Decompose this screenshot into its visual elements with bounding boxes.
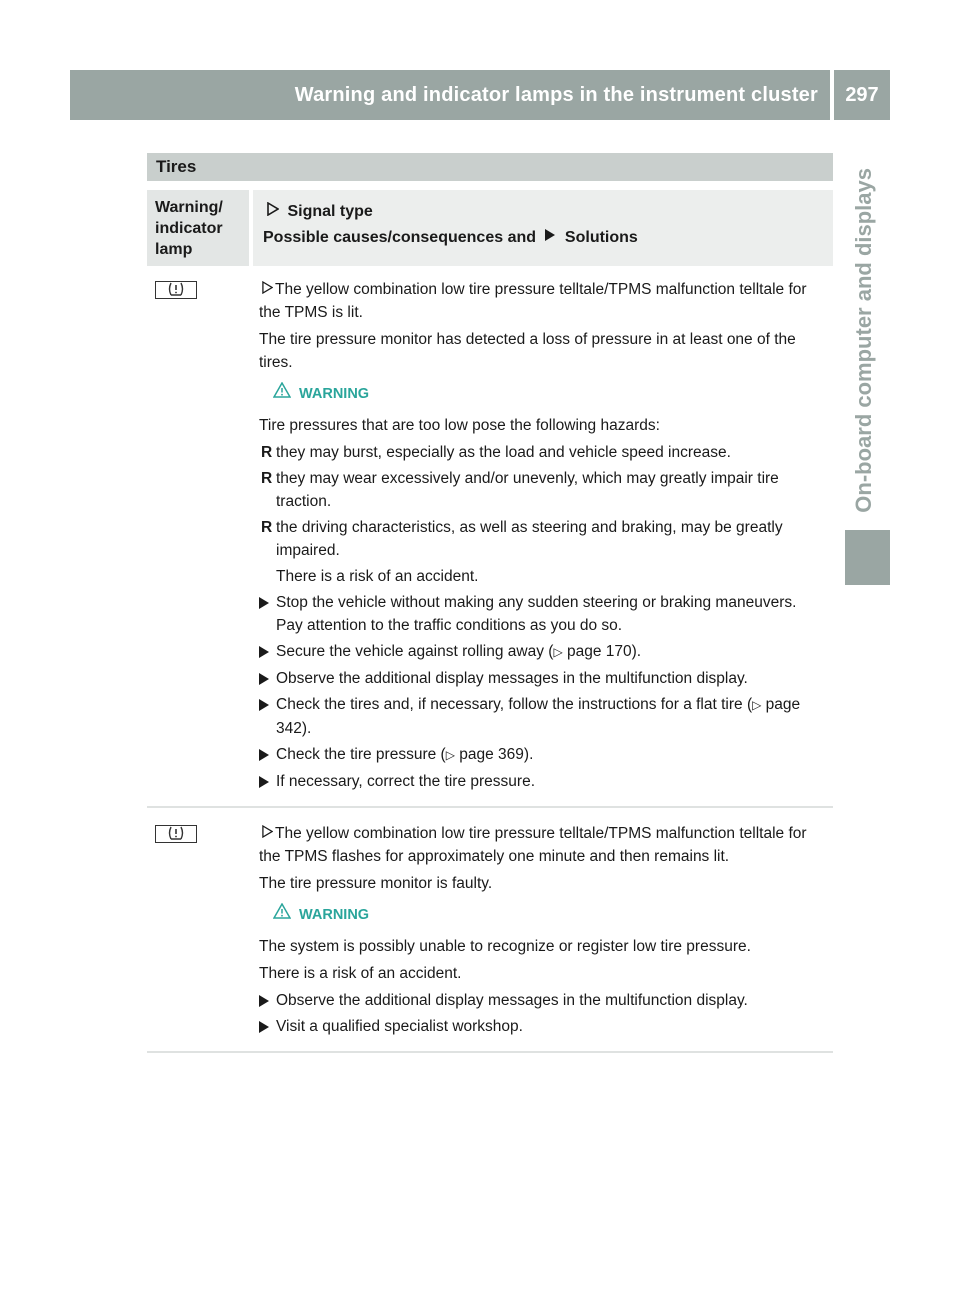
page-reference[interactable]: page 342). [276, 696, 801, 737]
tires-table [147, 153, 833, 1053]
warning-heading [273, 903, 827, 927]
warning-heading [273, 382, 827, 406]
signal-text: The yellow combination low tire pressure telltale/TPMS malfunction telltale for the TPMS is lit. [259, 281, 807, 321]
warning-triangle-icon [273, 382, 291, 406]
list-item: R they may burst, especially as the load and vehicle speed increase. [261, 444, 731, 461]
action-item: Visit a qualified specialist workshop. [259, 1015, 827, 1038]
page-reference[interactable]: page 170). [566, 643, 642, 660]
risk-text: There is a risk of an accident. [276, 568, 479, 585]
warning-label: WARNING [299, 385, 370, 402]
cause-text: The tire pressure monitor has detected a loss of pressure in at least one of the tires. [259, 331, 796, 371]
col-signal-header [253, 190, 833, 266]
list-item: R they may wear excessively and/or unevenly, which may greatly impair tire traction. [261, 470, 779, 510]
triangle-right-outline-icon [259, 278, 275, 301]
action-item: Secure the vehicle against rolling away (▷ page 170). [259, 640, 827, 664]
page-ref-icon: ▷ [445, 748, 455, 762]
warning-label: WARNING [299, 906, 370, 923]
row-body [253, 822, 833, 1041]
action-item: Check the tire pressure (▷ page 369). [259, 743, 827, 767]
section-title: Tires [147, 153, 833, 181]
table-header [147, 190, 833, 266]
table-row [147, 822, 833, 1041]
triangle-right-outline-icon [259, 822, 275, 845]
row-body [253, 278, 833, 796]
tire-pressure-lamp-icon [155, 281, 197, 299]
row-divider [147, 1051, 833, 1053]
hazard-intro: Tire pressures that are too low pose the following hazards: [259, 417, 660, 434]
triangle-right-filled-icon [540, 225, 560, 251]
action-item: Check the tires and, if necessary, follow the instructions for a flat tire (▷ page 342). [259, 693, 827, 740]
table-row [147, 278, 833, 796]
signal-text: The yellow combination low tire pressure telltale/TPMS malfunction telltale for the TPMS flashes for approximately one minute and then remains lit. [259, 825, 807, 865]
cause-text: The tire pressure monitor is faulty. [259, 875, 493, 892]
side-chapter-text: On-board computer and displays [851, 168, 876, 513]
row-divider [147, 806, 833, 808]
tire-pressure-lamp-icon [155, 825, 197, 843]
page-number: 297 [845, 83, 879, 106]
action-item: Observe the additional display messages in the multifunction display. [259, 989, 827, 1012]
action-item: Observe the additional display messages in the multifunction display. [259, 667, 827, 690]
page-reference[interactable]: page 369). [459, 746, 534, 763]
action-item: If necessary, correct the tire pressure. [259, 770, 827, 793]
causes-label: Possible causes/consequences and [263, 229, 537, 246]
action-item: Stop the vehicle without making any sudden steering or braking maneuvers. Pay attention to the traffic conditions as you do so. [259, 591, 827, 637]
hazard-text: The system is possibly unable to recognize or register low tire pressure. [259, 938, 751, 955]
signal-type-label: Signal type [287, 203, 373, 220]
header-title: Warning and indicator lamps in the instrument cluster [294, 83, 818, 106]
page-ref-icon: ▷ [752, 698, 762, 712]
list-item: R the driving characteristics, as well as steering and braking, may be greatly impaired. [261, 519, 783, 559]
solutions-label: Solutions [564, 229, 638, 246]
warning-triangle-icon [273, 903, 291, 927]
triangle-right-outline-icon [263, 199, 283, 225]
page-header [70, 70, 890, 120]
col-lamp-header: Warning/ indicator lamp [147, 190, 249, 266]
side-chapter-marker [845, 530, 890, 585]
risk-text: There is a risk of an accident. [259, 965, 462, 982]
page-ref-icon: ▷ [553, 645, 563, 659]
